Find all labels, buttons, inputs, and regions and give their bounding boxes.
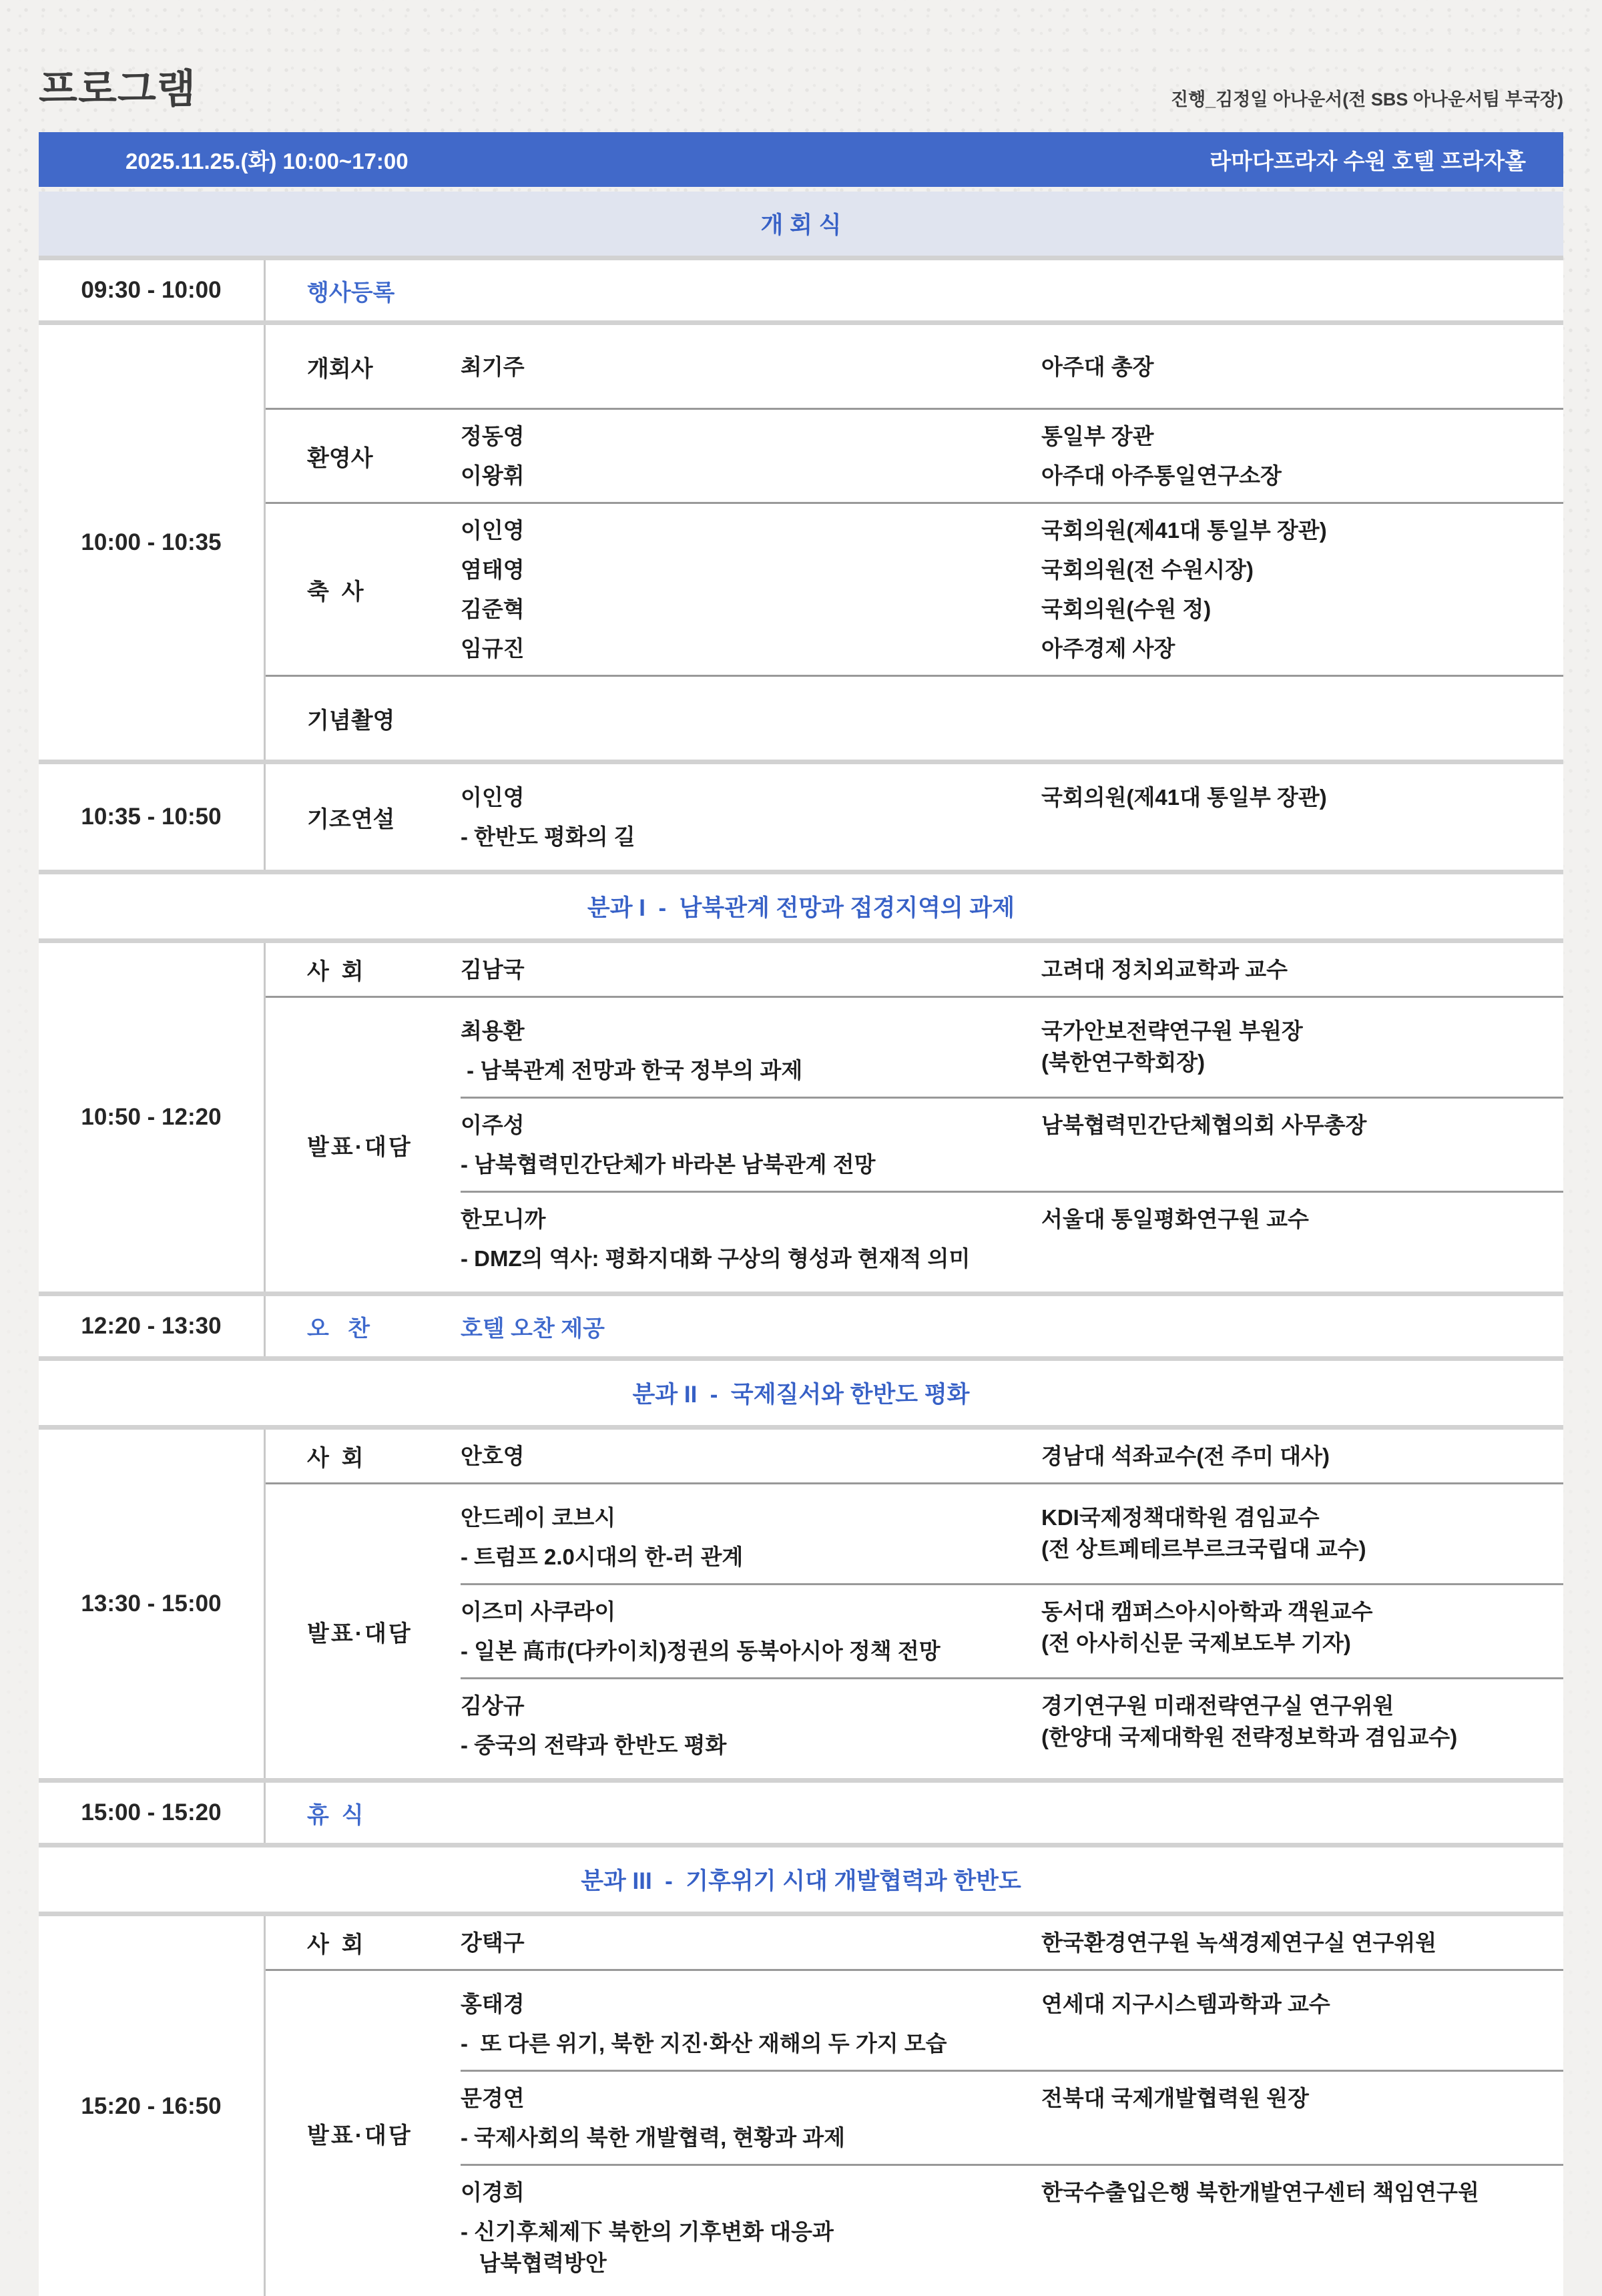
speaker-block (461, 1596, 1041, 1667)
talk-topic: - 일본 高市(다카이치)정권의 동북아시아 정책 전망 (461, 1639, 941, 1663)
session-header (39, 1361, 1563, 1425)
schedule-table (39, 192, 1563, 2296)
speaker-block (461, 458, 1041, 493)
role-label: 개회사 (307, 356, 373, 382)
agenda-group (266, 325, 1563, 408)
entry-list (461, 347, 1563, 386)
agenda-group (266, 943, 1563, 996)
agenda-entry (461, 629, 1563, 668)
speaker-block (461, 1015, 1041, 1086)
talk-topic: 남북협력방안 (461, 2251, 607, 2275)
affiliation-block (1041, 1690, 1563, 1753)
speaker-name: 안드레이 코브시 (461, 1505, 616, 1530)
row-content (264, 325, 1563, 760)
row-content (264, 764, 1563, 870)
affiliation: 국회의원(수원 정) (1041, 597, 1212, 621)
highlight-value: 호텔 오찬 제공 (461, 1316, 605, 1342)
agenda-entry (461, 1097, 1563, 1191)
entry-list (461, 1005, 1563, 1285)
agenda-group (266, 675, 1563, 760)
role-label: 발표·대담 (307, 2123, 413, 2148)
agenda-entry (461, 2164, 1563, 2289)
speaker-name: 김준혁 (461, 597, 525, 621)
speaker-block (461, 631, 1041, 666)
agenda-entry (461, 1677, 1563, 1771)
highlight-label: 행사등록 (307, 280, 395, 306)
time-cell (39, 1783, 264, 1843)
affiliation-block (1041, 1925, 1563, 1960)
entry-list (461, 1978, 1563, 2289)
speaker-name: 임규진 (461, 636, 525, 661)
affiliation: 남북협력민간단체협의회 사무총장 (1041, 1113, 1367, 1137)
speaker-name: 염태영 (461, 557, 525, 582)
speaker-name: 이경희 (461, 2180, 525, 2205)
talk-topic: - 남북관계 전망과 한국 정부의 과제 (461, 1058, 803, 1083)
speaker-name: 이인영 (461, 785, 525, 810)
agenda-entry (461, 550, 1563, 589)
schedule-row (39, 260, 1563, 320)
speaker-block (461, 1690, 1041, 1761)
speaker-block (461, 418, 1041, 454)
session-header-label: 개 회 식 (760, 212, 842, 238)
affiliation: 서울대 통일평화연구원 교수 (1041, 1207, 1309, 1231)
role-label: 발표·대담 (307, 1621, 413, 1647)
role-label: 기념촬영 (307, 707, 395, 734)
speaker-block (461, 552, 1041, 587)
session-header (39, 874, 1563, 938)
time-range: 10:00 - 10:35 (81, 529, 222, 555)
speaker-block (461, 349, 1041, 384)
speaker-name: 정동영 (461, 424, 525, 449)
speaker-name: 홍태경 (461, 1992, 525, 2016)
time-range: 15:00 - 15:20 (81, 1799, 222, 1825)
talk-topic: - DMZ의 역사: 평화지대화 구상의 형성과 현재적 의미 (461, 1246, 971, 1271)
role-label: 발표·대담 (307, 1134, 413, 1160)
affiliation: (한양대 국제대학원 전략정보학과 겸임교수) (1041, 1725, 1458, 1749)
speaker-name: 한모니까 (461, 1207, 546, 1231)
entry-list (461, 511, 1563, 668)
affiliation-block (1041, 2177, 1563, 2208)
affiliation: KDI국제정책대학원 겸임교수 (1041, 1505, 1320, 1530)
speaker-block (461, 782, 1041, 852)
agenda-group (266, 996, 1563, 1292)
speaker-name: 안호영 (461, 1444, 525, 1468)
affiliation: 전북대 국제개발협력원 원장 (1041, 2086, 1309, 2110)
affiliation: (전 상트페테르부르크국립대 교수) (1041, 1536, 1366, 1561)
agenda-entry (461, 347, 1563, 386)
entry-list (461, 771, 1563, 863)
schedule-row (39, 1783, 1563, 1843)
time-range: 15:20 - 16:50 (81, 2092, 222, 2119)
affiliation-block (1041, 418, 1563, 454)
agenda-entry (461, 511, 1563, 550)
affiliation: 한국수출입은행 북한개발연구센터 책임연구원 (1041, 2180, 1479, 2205)
affiliation: 경기연구원 미래전략연구실 연구위원 (1041, 1693, 1394, 1718)
session-header-label: 분과 III - 기후위기 시대 개발협력과 한반도 (581, 1868, 1021, 1894)
schedule-row (39, 943, 1563, 1292)
affiliation: 아주경제 사장 (1041, 636, 1175, 661)
affiliation-block (1041, 349, 1563, 384)
speaker-block (461, 1988, 1041, 2059)
affiliation: (전 아사히신문 국제보도부 기자) (1041, 1631, 1351, 1655)
affiliation-block (1041, 591, 1563, 627)
agenda-entry (461, 416, 1563, 456)
agenda-group (266, 502, 1563, 675)
agenda-entry (461, 950, 1563, 989)
speaker-block (461, 1438, 1041, 1474)
talk-topic: - 중국의 전략과 한반도 평화 (461, 1733, 727, 1757)
row-content (264, 943, 1563, 1292)
highlight-label: 오 찬 (307, 1316, 370, 1342)
affiliation: 국가안보전략연구원 부원장 (1041, 1019, 1303, 1043)
schedule-row (39, 325, 1563, 760)
entry-list (461, 1491, 1563, 1771)
role-label: 사 회 (307, 1932, 364, 1958)
talk-topic: - 트럼프 2.0시대의 한-러 관계 (461, 1544, 744, 1569)
affiliation-block (1041, 2082, 1563, 2114)
affiliation-block (1041, 1015, 1563, 1078)
time-cell (39, 260, 264, 320)
agenda-entry (461, 1191, 1563, 1285)
talk-topic: - 남북협력민간단체가 바라본 남북관계 전망 (461, 1152, 876, 1177)
time-cell (39, 1916, 264, 2296)
agenda-group (266, 764, 1563, 870)
highlight-line (266, 1783, 1563, 1843)
affiliation: 한국환경연구원 녹색경제연구실 연구위원 (1041, 1930, 1437, 1955)
speaker-name: 이인영 (461, 518, 525, 543)
speaker-block (461, 1109, 1041, 1180)
talk-topic: - 한반도 평화의 길 (461, 824, 635, 849)
talk-topic: - 신기후체제下 북한의 기후변화 대응과 (461, 2219, 834, 2244)
affiliation-block (1041, 513, 1563, 548)
time-cell (39, 943, 264, 1292)
time-cell (39, 1296, 264, 1356)
speaker-name: 문경연 (461, 2086, 525, 2110)
entry-list (461, 1436, 1563, 1476)
event-venue: 라마다프라자 수원 호텔 프라자홀 (1210, 148, 1526, 174)
agenda-entry (461, 1436, 1563, 1476)
entry-list (461, 416, 1563, 495)
agenda-group (266, 408, 1563, 502)
speaker-block (461, 1502, 1041, 1572)
speaker-name: 김상규 (461, 1693, 525, 1718)
agenda-group (266, 1969, 1563, 2296)
affiliation: 통일부 장관 (1041, 424, 1154, 449)
agenda-entry (461, 456, 1563, 495)
speaker-block (461, 2177, 1041, 2279)
row-content (264, 1783, 1563, 1843)
role-label: 환영사 (307, 445, 373, 471)
highlight-line (266, 260, 1563, 320)
affiliation-block (1041, 782, 1563, 813)
speaker-block (461, 1203, 1041, 1274)
affiliation: 국회의원(전 수원시장) (1041, 557, 1254, 582)
schedule-row (39, 764, 1563, 870)
affiliation: 아주대 총장 (1041, 354, 1154, 379)
affiliation: 국회의원(제41대 통일부 장관) (1041, 518, 1327, 543)
row-content (264, 1296, 1563, 1356)
time-cell (39, 764, 264, 870)
time-range: 10:35 - 10:50 (81, 804, 222, 830)
agenda-entry (461, 2070, 1563, 2164)
time-range: 12:20 - 13:30 (81, 1313, 222, 1339)
speaker-block (461, 1925, 1041, 1960)
event-banner (39, 132, 1563, 187)
row-content (264, 260, 1563, 320)
speaker-block (461, 2082, 1041, 2153)
host-note: 진행_김정일 아나운서(전 SBS 아나운서팀 부국장) (1171, 89, 1563, 109)
affiliation-block (1041, 458, 1563, 493)
affiliation: 아주대 아주통일연구소장 (1041, 463, 1282, 488)
speaker-name: 김남국 (461, 957, 525, 982)
role-label: 사 회 (307, 1446, 364, 1471)
agenda-group (266, 1916, 1563, 1969)
speaker-block (461, 513, 1041, 548)
agenda-entry (461, 1005, 1563, 1097)
speaker-block (461, 591, 1041, 627)
affiliation: 동서대 캠퍼스아시아학과 객원교수 (1041, 1599, 1373, 1624)
speaker-name: 이왕휘 (461, 463, 525, 488)
speaker-name: 이즈미 사쿠라이 (461, 1599, 616, 1624)
speaker-name: 이주성 (461, 1113, 525, 1137)
talk-topic: - 또 다른 위기, 북한 지진·화산 재해의 두 가지 모습 (461, 2031, 947, 2056)
event-datetime: 2025.11.25.(화) 10:00~17:00 (125, 148, 409, 174)
agenda-entry (461, 1978, 1563, 2070)
affiliation: (북한연구학회장) (1041, 1050, 1206, 1075)
session-header-label: 분과 II - 국제질서와 한반도 평화 (632, 1382, 970, 1408)
time-range: 13:30 - 15:00 (81, 1591, 222, 1617)
agenda-entry (461, 771, 1563, 863)
agenda-group (266, 1430, 1563, 1482)
affiliation-block (1041, 552, 1563, 587)
speaker-name: 최기주 (461, 354, 525, 379)
time-range: 10:50 - 12:20 (81, 1104, 222, 1130)
affiliation: 경남대 석좌교수(전 주미 대사) (1041, 1444, 1330, 1468)
agenda-group (266, 1482, 1563, 1778)
role-label: 사 회 (307, 959, 364, 984)
schedule-row (39, 1430, 1563, 1778)
time-cell (39, 325, 264, 760)
talk-topic: - 국제사회의 북한 개발협력, 현황과 과제 (461, 2125, 846, 2150)
highlight-line (266, 1296, 1563, 1356)
entry-list (461, 950, 1563, 989)
affiliation: 연세대 지구시스템과학과 교수 (1041, 1992, 1330, 2016)
row-content (264, 1916, 1563, 2296)
role-label: 기조연설 (307, 806, 395, 832)
session-header (39, 1847, 1563, 1912)
affiliation-block (1041, 631, 1563, 666)
affiliation-block (1041, 1596, 1563, 1659)
agenda-entry (461, 1583, 1563, 1677)
affiliation: 고려대 정치외교학과 교수 (1041, 957, 1288, 982)
speaker-block (461, 952, 1041, 987)
role-label: 축 사 (307, 579, 364, 605)
row-content (264, 1430, 1563, 1778)
schedule-row (39, 1296, 1563, 1356)
affiliation-block (1041, 1988, 1563, 2020)
speaker-name: 강택구 (461, 1930, 525, 1955)
agenda-entry (461, 1923, 1563, 1962)
affiliation-block (1041, 1502, 1563, 1564)
affiliation-block (1041, 952, 1563, 987)
affiliation-block (1041, 1203, 1563, 1235)
schedule-row (39, 1916, 1563, 2296)
page-header (39, 57, 1563, 115)
session-header (39, 192, 1563, 256)
speaker-name: 최용환 (461, 1019, 525, 1043)
time-cell (39, 1430, 264, 1778)
affiliation-block (1041, 1438, 1563, 1474)
session-header-label: 분과 I - 남북관계 전망과 접경지역의 과제 (587, 895, 1015, 921)
highlight-label: 휴 식 (307, 1802, 364, 1828)
agenda-entry (461, 1491, 1563, 1583)
affiliation: 국회의원(제41대 통일부 장관) (1041, 785, 1327, 810)
time-range: 09:30 - 10:00 (81, 277, 222, 303)
affiliation-block (1041, 1109, 1563, 1141)
entry-list (461, 1923, 1563, 1962)
page-title: 프로그램 (39, 67, 196, 111)
agenda-entry (461, 589, 1563, 629)
